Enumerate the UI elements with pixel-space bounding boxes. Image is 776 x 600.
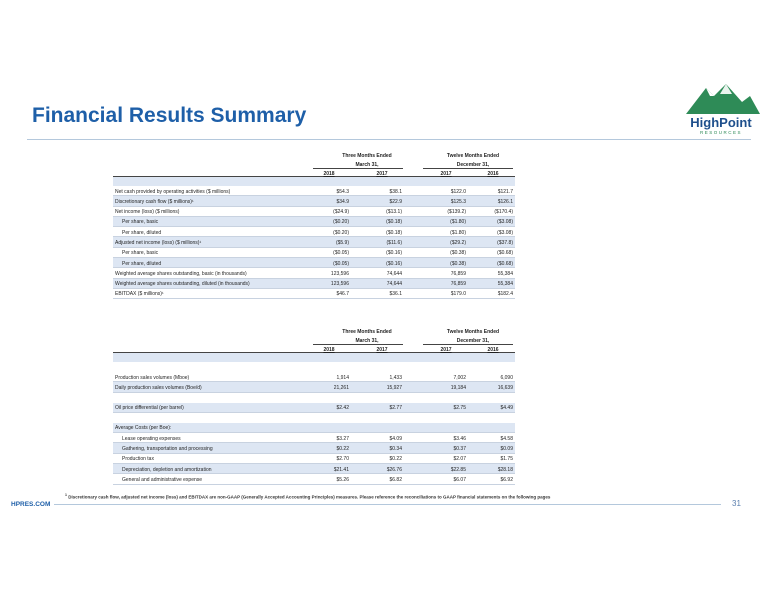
table-row [113, 237, 515, 247]
row-value: ($139.2) [447, 209, 466, 216]
row-label: Production sales volumes (Mboe) [115, 374, 190, 381]
table-row [113, 372, 515, 382]
row-value: $0.22 [336, 445, 349, 452]
row-label: Adjusted net income (loss) ($ millions)¹ [115, 239, 202, 246]
row-value: $6.82 [389, 476, 402, 483]
row-value: ($13.1) [386, 209, 402, 216]
footnote-text: Discretionary cash flow, adjusted net income (loss) and EBITDAX are non-GAAP (Generally Accepted Accounting Principles) measures. Please reference the reconciliations to GAAP financial statements on the following pages [68, 494, 551, 500]
year-col-4: 2016 [487, 170, 499, 177]
row-label: Gathering, transportation and processing [122, 445, 213, 452]
row-value: 55,384 [497, 281, 513, 288]
row-value: $1.75 [500, 456, 513, 463]
logo-wordmark: HighPoint [690, 115, 752, 130]
row-value: 55,384 [497, 270, 513, 277]
table-row [113, 474, 515, 484]
row-value: $0.34 [389, 445, 402, 452]
spacer-row [113, 393, 515, 403]
row-value: $22.9 [389, 198, 402, 205]
financial-results-table [113, 151, 515, 299]
row-value: ($0.18) [386, 229, 402, 236]
row-label: General and administrative expense [122, 476, 203, 483]
group-header-three-months: Three Months Ended [342, 153, 392, 159]
table-row [113, 443, 515, 453]
table-body-differential [113, 403, 515, 413]
row-value: $125.3 [450, 198, 466, 205]
row-value: $6.07 [453, 476, 466, 483]
spacer-row [113, 362, 515, 372]
year-col-2: 2017 [376, 170, 388, 177]
row-value: ($5.9) [335, 239, 349, 246]
row-label: Per share, diluted [122, 229, 162, 236]
table-header [113, 327, 515, 336]
row-value: $2.77 [389, 405, 402, 412]
row-label: Daily production sales volumes (Boe/d) [115, 384, 202, 391]
table-row [113, 196, 515, 206]
row-value: ($0.16) [386, 260, 402, 267]
row-value: $2.42 [336, 405, 349, 412]
group-subheader-march: March 31, [355, 338, 379, 344]
table-row [113, 403, 515, 413]
table-row [113, 227, 515, 237]
row-value: ($0.18) [386, 219, 402, 226]
row-value: $36.1 [389, 291, 402, 298]
row-value: ($0.38) [450, 260, 466, 267]
row-value: $126.1 [497, 198, 513, 205]
row-value: $38.1 [389, 188, 402, 195]
row-value: 123,596 [330, 281, 349, 288]
row-label: Per share, basic [122, 250, 159, 257]
table-row [113, 279, 515, 289]
table-row [113, 454, 515, 464]
row-value: $0.37 [453, 445, 466, 452]
table-row [113, 289, 515, 299]
row-value: 123,596 [330, 270, 349, 277]
row-label: Weighted average shares outstanding, diluted (in thousands) [115, 281, 250, 288]
table-row [113, 382, 515, 392]
row-value: ($0.16) [386, 250, 402, 257]
row-value: ($0.20) [333, 219, 349, 226]
row-value: ($3.08) [497, 219, 513, 226]
footnote: $^1$ Discretionary cash flow, adjusted net income (loss) and EBITDAX are non-GAAP (Generally Accepted Accounting Principles) measures. Please reference the reconciliations to GAAP financial statements on the following pages [65, 493, 551, 500]
table-row [113, 186, 515, 196]
group-subheader-december: December 31, [456, 338, 490, 344]
row-value: 15,927 [386, 384, 402, 391]
row-label: Oil price differential (per barrel) [115, 405, 184, 412]
table-row [113, 217, 515, 227]
year-col-2: 2017 [376, 346, 388, 353]
row-value: $2.75 [453, 405, 466, 412]
header-divider [27, 139, 751, 140]
spacer-row [113, 353, 515, 362]
table-body-volumes [113, 372, 515, 393]
row-value: $28.18 [497, 466, 513, 473]
year-col-1: 2018 [323, 346, 335, 353]
row-value: ($37.8) [497, 239, 513, 246]
row-value: $121.7 [497, 188, 513, 195]
table-header [113, 151, 515, 160]
row-value: ($170.4) [494, 209, 513, 216]
row-value: $4.58 [500, 435, 513, 442]
row-value: 1,914 [336, 374, 349, 381]
year-col-3: 2017 [440, 170, 452, 177]
row-label: EBITDAX ($ millions)¹ [115, 291, 164, 298]
table-row [113, 248, 515, 258]
row-value: ($11.6) [386, 239, 402, 246]
row-value: $182.4 [497, 291, 513, 298]
row-value: ($0.38) [450, 250, 466, 257]
row-value: $54.3 [336, 188, 349, 195]
row-label: Weighted average shares outstanding, basic (in thousands) [115, 270, 247, 277]
operating-metrics-table [113, 327, 515, 485]
row-value: $4.09 [389, 435, 402, 442]
row-value: 76,859 [450, 281, 466, 288]
row-value: $46.7 [336, 291, 349, 298]
table-body-costs [113, 423, 515, 485]
table-subheader [113, 336, 515, 345]
page-number: 31 [732, 499, 741, 508]
row-value: 1,433 [389, 374, 402, 381]
row-value: $3.27 [336, 435, 349, 442]
spacer-row [113, 413, 515, 423]
group-header-twelve-months: Twelve Months Ended [446, 329, 500, 335]
footer-website: HPRES.COM [11, 501, 51, 508]
row-value: $5.26 [336, 476, 349, 483]
row-label: Per share, basic [122, 219, 159, 226]
row-label: Lease operating expenses [122, 435, 181, 442]
row-value: ($1.80) [450, 219, 466, 226]
group-header-twelve-months: Twelve Months Ended [446, 153, 500, 159]
row-value: ($0.05) [333, 260, 349, 267]
row-label: Average Costs (per Boe): [115, 425, 172, 432]
table-row [113, 464, 515, 474]
row-value: 19,184 [450, 384, 466, 391]
logo-subtitle: RESOURCES [699, 130, 742, 135]
row-value: 6,090 [500, 374, 513, 381]
row-value: 76,859 [450, 270, 466, 277]
row-value: 16,639 [497, 384, 513, 391]
group-header-three-months: Three Months Ended [342, 329, 392, 335]
company-logo [680, 82, 762, 138]
row-value: $2.70 [336, 456, 349, 463]
row-value: ($0.68) [497, 250, 513, 257]
year-header-row [113, 345, 515, 353]
row-label: Production tax [122, 456, 154, 463]
spacer-row [113, 177, 515, 186]
table-row [113, 433, 515, 443]
row-value: $22.85 [450, 466, 466, 473]
row-value: $122.0 [450, 188, 466, 195]
row-value: 21,261 [333, 384, 349, 391]
row-value: ($3.08) [497, 229, 513, 236]
group-subheader-december: December 31, [456, 162, 490, 168]
table-subheader [113, 160, 515, 169]
row-value: ($0.05) [333, 250, 349, 257]
table-row [113, 207, 515, 217]
row-value: $26.76 [386, 466, 402, 473]
table-row [113, 423, 515, 433]
row-label: Net cash provided by operating activities ($ millions) [115, 188, 231, 195]
row-value: ($0.68) [497, 260, 513, 267]
row-value: 74,644 [386, 281, 402, 288]
row-label: Discretionary cash flow ($ millions)¹ [115, 198, 194, 205]
row-value: $21.41 [333, 466, 349, 473]
year-header-row [113, 169, 515, 177]
row-value: $0.09 [500, 445, 513, 452]
row-label: Net income (loss) ($ millions) [115, 209, 180, 216]
row-value: $179.0 [450, 291, 466, 298]
group-subheader-march: March 31, [355, 162, 379, 168]
table-body [113, 186, 515, 299]
mountain-icon [680, 82, 762, 116]
row-value: $0.22 [389, 456, 402, 463]
row-value: 7,002 [453, 374, 466, 381]
row-value: ($0.20) [333, 229, 349, 236]
page-title: Financial Results Summary [32, 104, 307, 127]
row-value: ($24.9) [333, 209, 349, 216]
row-value: $6.92 [500, 476, 513, 483]
row-value: $4.49 [500, 405, 513, 412]
year-col-1: 2018 [323, 170, 335, 177]
table-row [113, 258, 515, 268]
row-value: $3.46 [453, 435, 466, 442]
table-row [113, 268, 515, 278]
row-label: Depreciation, depletion and amortization [122, 466, 212, 473]
row-value: $2.07 [453, 456, 466, 463]
row-value: $34.9 [336, 198, 349, 205]
row-value: ($1.80) [450, 229, 466, 236]
row-label: Per share, diluted [122, 260, 162, 267]
year-col-4: 2016 [487, 346, 499, 353]
row-value: ($29.2) [450, 239, 466, 246]
row-value: 74,644 [386, 270, 402, 277]
year-col-3: 2017 [440, 346, 452, 353]
footer-divider [54, 504, 721, 505]
